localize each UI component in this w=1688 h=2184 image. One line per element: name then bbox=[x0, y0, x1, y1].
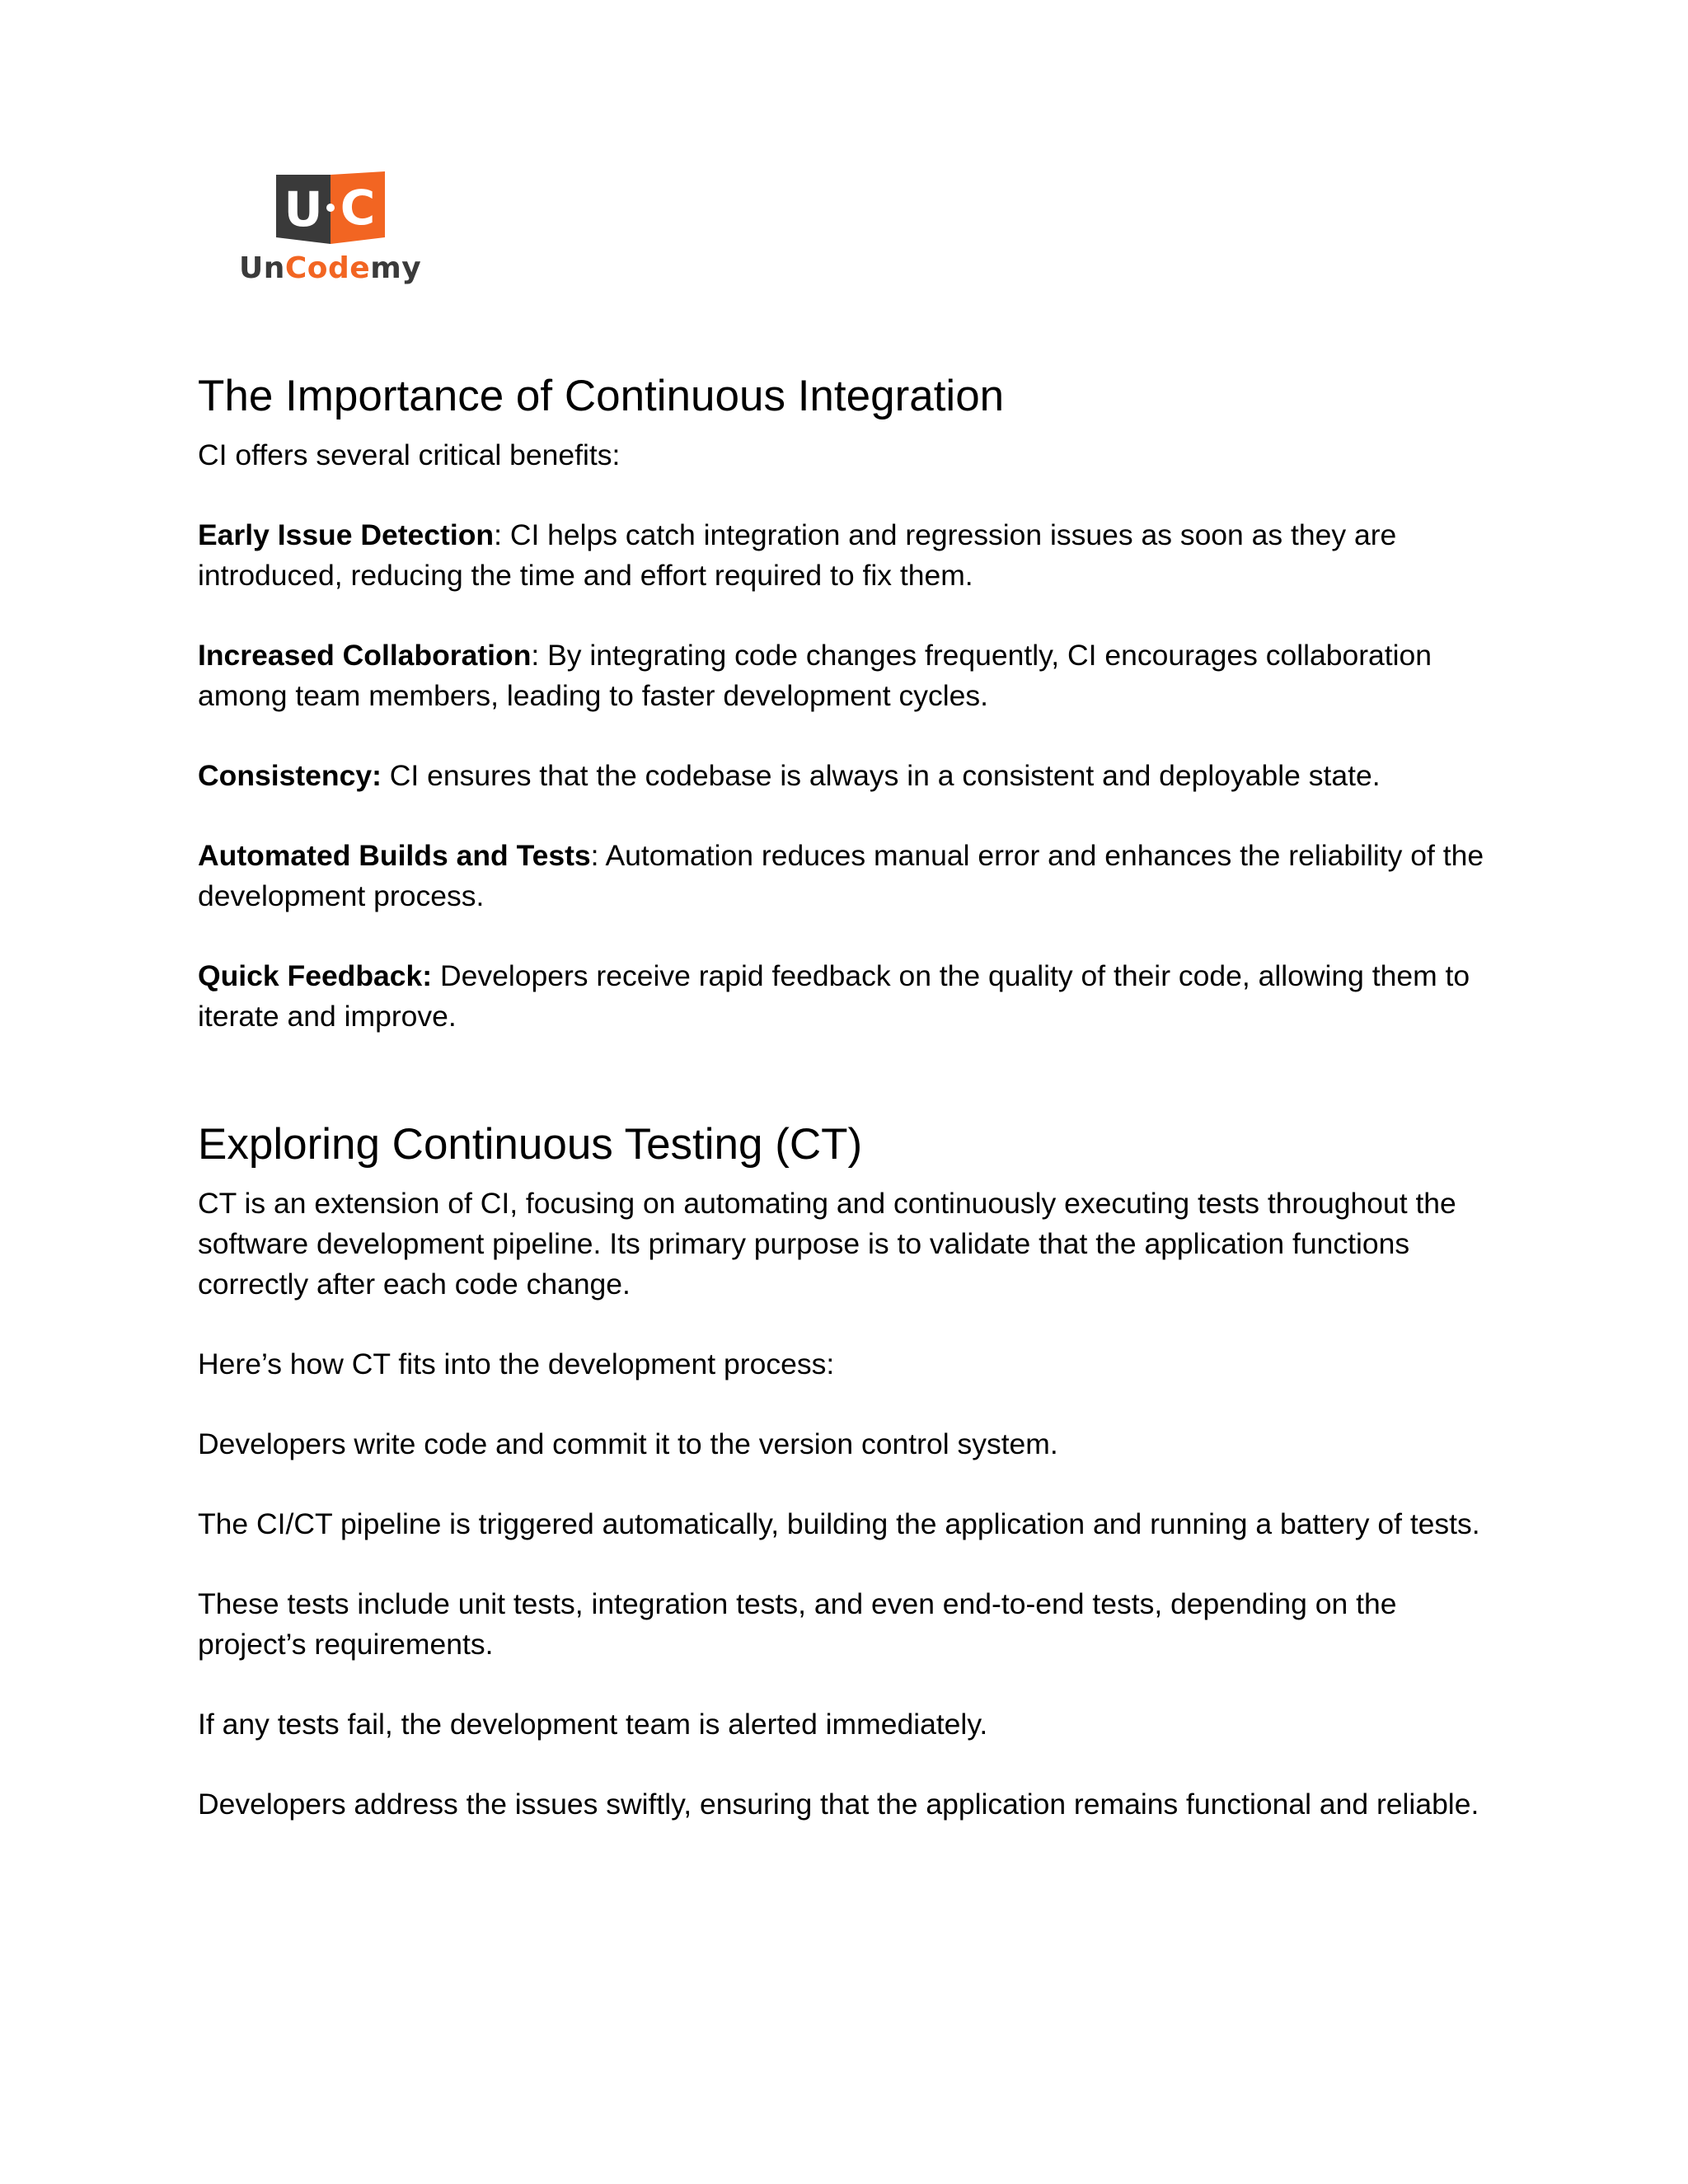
wordmark-code: Code bbox=[284, 251, 371, 285]
logo-center-dot bbox=[326, 204, 335, 212]
benefit-quick-feedback bbox=[198, 956, 1500, 1037]
ct-process-intro: Here’s how CT fits into the development process: bbox=[198, 1347, 835, 1380]
logo-letter-c: C bbox=[340, 180, 376, 236]
benefit-automated-builds-and-tests bbox=[198, 836, 1500, 916]
benefit-text: : Automation reduces manual error and enhances the reliability of the development process. bbox=[198, 839, 1484, 912]
benefit-term: Increased Collaboration bbox=[198, 639, 532, 672]
benefit-term: Quick Feedback: bbox=[198, 959, 433, 992]
uc-logo-mark bbox=[276, 171, 385, 244]
benefit-text: : By integrating code changes frequently, CI encourages collaboration among team members, leading to faster development cycles. bbox=[198, 639, 1432, 712]
document-body bbox=[198, 369, 1500, 1825]
logo-letter-u: U bbox=[284, 181, 323, 237]
benefit-consistency bbox=[198, 756, 1500, 796]
benefit-text: Developers receive rapid feedback on the quality of their code, allowing them to iterate and improve. bbox=[198, 959, 1470, 1033]
ci-section-title: The Importance of Continuous Integration bbox=[198, 372, 1005, 420]
ct-step: The CI/CT pipeline is triggered automatically, building the application and running a battery of tests. bbox=[198, 1507, 1480, 1540]
ci-intro: CI offers several critical benefits: bbox=[198, 438, 621, 471]
logo-wordmark bbox=[239, 251, 421, 287]
benefit-term: Consistency: bbox=[198, 759, 382, 792]
ct-step: Developers write code and commit it to the version control system. bbox=[198, 1427, 1058, 1460]
benefit-early-issue-detection bbox=[198, 515, 1500, 596]
uncodemy-logo bbox=[239, 171, 429, 297]
benefit-term: Automated Builds and Tests bbox=[198, 839, 591, 872]
wordmark-un: Un bbox=[239, 251, 285, 285]
benefit-text: CI ensures that the codebase is always in a consistent and deployable state. bbox=[381, 759, 1381, 792]
ct-step: These tests include unit tests, integration tests, and even end-to-end tests, depending on the project’s requirements. bbox=[198, 1587, 1397, 1661]
ct-step: Developers address the issues swiftly, ensuring that the application remains functional and reliable. bbox=[198, 1788, 1479, 1821]
benefit-text: : CI helps catch integration and regression issues as soon as they are introduced, reducing the time and effort required to fix them. bbox=[198, 518, 1397, 592]
ct-section-title: Exploring Continuous Testing (CT) bbox=[198, 1120, 863, 1169]
ct-step: If any tests fail, the development team is alerted immediately. bbox=[198, 1708, 988, 1741]
benefit-term: Early Issue Detection bbox=[198, 518, 495, 551]
ct-intro: CT is an extension of CI, focusing on automating and continuously executing tests throughout the software development pipeline. Its primary purpose is to validate that the application functions correctly after each code change. bbox=[198, 1187, 1456, 1301]
wordmark-my: my bbox=[370, 251, 422, 285]
benefit-increased-collaboration bbox=[198, 635, 1500, 716]
